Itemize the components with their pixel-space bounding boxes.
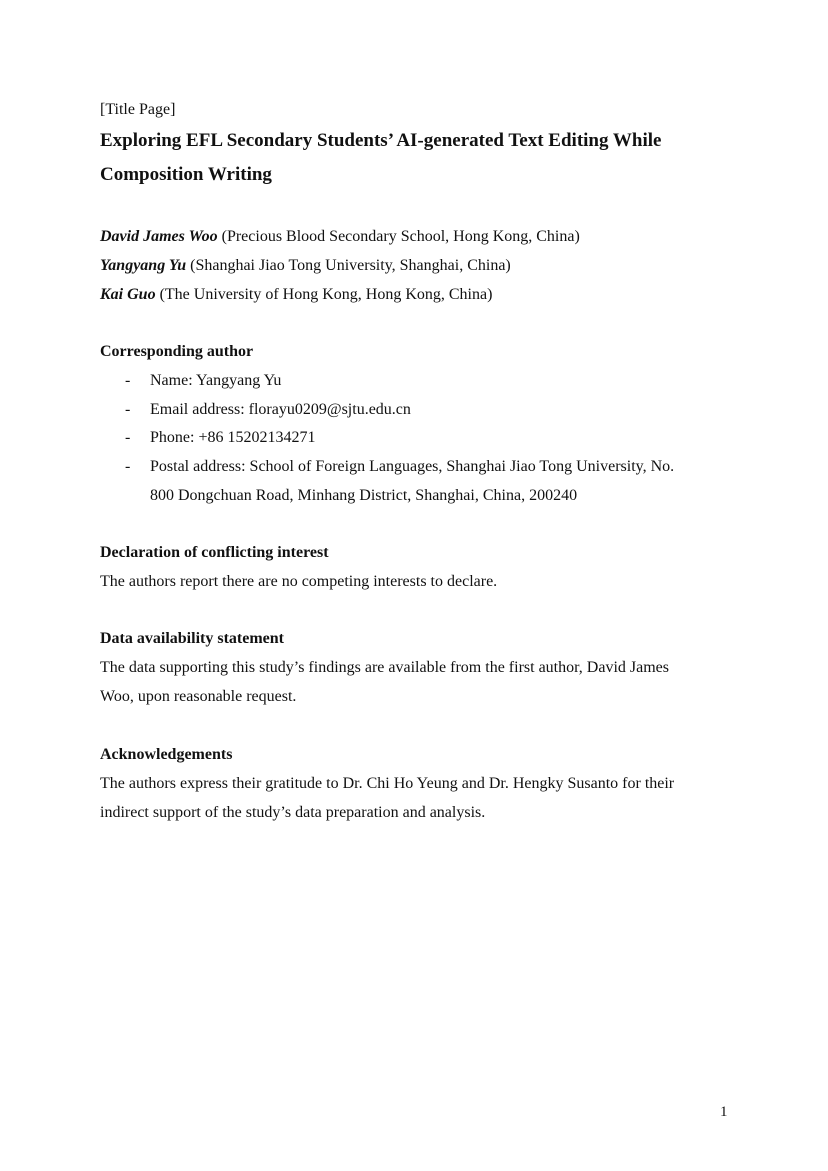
list-bullet: - bbox=[125, 372, 131, 389]
conflict-text: The authors report there are no competing interests to declare. bbox=[100, 573, 498, 590]
paper-title-line-1: Exploring EFL Secondary Students’ AI-generated Text Editing While bbox=[100, 130, 662, 151]
corresponding-author-heading: Corresponding author bbox=[100, 343, 254, 360]
list-bullet: - bbox=[125, 429, 131, 446]
corresponding-postal-address-continued: 800 Dongchuan Road, Minhang District, Shanghai, China, 200240 bbox=[150, 487, 578, 504]
acknowledgements-heading: Acknowledgements bbox=[100, 746, 233, 763]
author-line-1 bbox=[100, 227, 580, 247]
corresponding-phone: Phone: +86 15202134271 bbox=[150, 429, 316, 446]
page-number: 1 bbox=[720, 1104, 728, 1120]
author-affiliation: (Shanghai Jiao Tong University, Shanghai, China) bbox=[186, 257, 511, 274]
title-page-label: [Title Page] bbox=[100, 101, 176, 118]
acknowledgements-text-line-2: indirect support of the study’s data preparation and analysis. bbox=[100, 804, 486, 821]
author-line-3 bbox=[100, 285, 492, 305]
author-name: Yangyang Yu bbox=[100, 257, 187, 274]
conflict-heading: Declaration of conflicting interest bbox=[100, 544, 329, 561]
author-affiliation: (The University of Hong Kong, Hong Kong, China) bbox=[155, 286, 493, 303]
corresponding-postal-address: Postal address: School of Foreign Languages, Shanghai Jiao Tong University, No. bbox=[150, 458, 675, 475]
list-bullet: - bbox=[125, 401, 131, 418]
author-affiliation: (Precious Blood Secondary School, Hong Kong, China) bbox=[217, 228, 580, 245]
author-name: David James Woo bbox=[100, 228, 218, 245]
paper-title-line-2: Composition Writing bbox=[100, 164, 272, 185]
author-name: Kai Guo bbox=[100, 286, 156, 303]
author-line-2 bbox=[100, 256, 511, 276]
data-availability-heading: Data availability statement bbox=[100, 630, 284, 647]
data-availability-text-line-2: Woo, upon reasonable request. bbox=[100, 688, 297, 705]
data-availability-text-line-1: The data supporting this study’s findings are available from the first author, David James bbox=[100, 659, 670, 676]
corresponding-name: Name: Yangyang Yu bbox=[150, 372, 282, 389]
acknowledgements-text-line-1: The authors express their gratitude to Dr. Chi Ho Yeung and Dr. Hengky Susanto for their bbox=[100, 775, 675, 792]
list-bullet: - bbox=[125, 458, 131, 475]
corresponding-email: Email address: florayu0209@sjtu.edu.cn bbox=[150, 401, 411, 418]
